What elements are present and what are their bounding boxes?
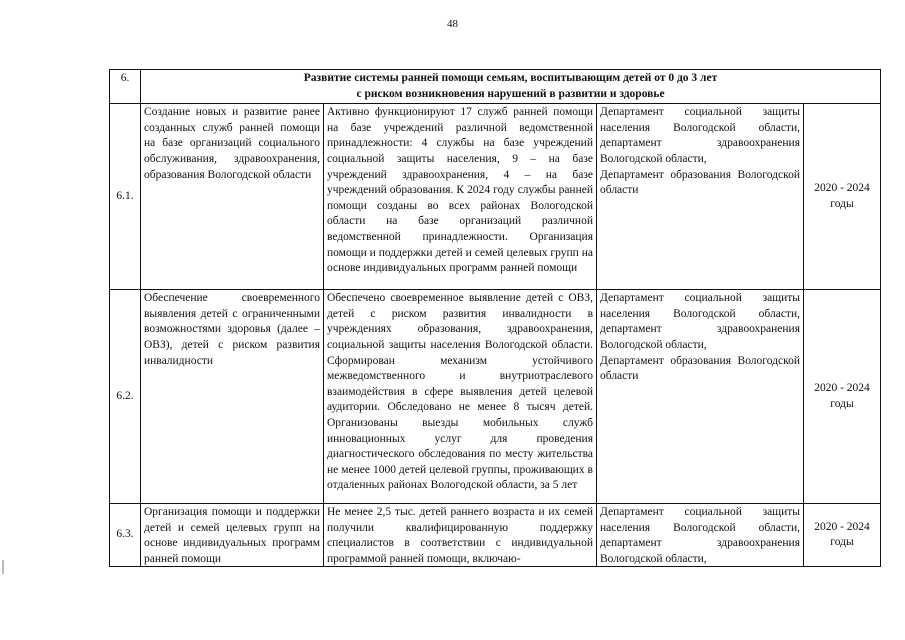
scan-edge-mark: [2, 560, 4, 574]
table-row: [110, 290, 881, 504]
row-responsible: [597, 504, 804, 567]
section-title-line2: с риском возникновения нарушений в развитии и здоровье: [356, 87, 665, 100]
section-title: [141, 70, 881, 104]
row-period: 2020 - 2024 годы: [804, 104, 881, 290]
row-number: 6.1.: [110, 104, 141, 290]
row-result: Активно функционируют 17 служб ранней помощи на базе учреждений различной ведомственной принадлежности: 4 службы на базе учреждений социальной защиты населения, 9 – на базе учреждений здравоохранения, 4 – на базе учреждений образования. К 2024 году службы ранней помощи созданы во всех районах Вологодской области на базе организаций различной ведомственной принадлежности. Организация помощи и поддержки детей и семей целевых групп на основе индивидуальных программ ранней помощи: [324, 104, 597, 290]
responsible-primary: Департамент социальной защиты населения Вологодской области, департамент здравоохранения Вологодской области,: [600, 106, 800, 165]
section-header-row: [110, 70, 881, 104]
row-event: Обеспечение своевременного выявления детей с ограниченными возможностями здоровья (далее – ОВЗ), детей с риском развития инвалидности: [141, 290, 324, 504]
row-number: 6.3.: [110, 504, 141, 567]
responsible-primary: Департамент социальной защиты населения Вологодской области, департамент здравоохранения Вологодской области,: [600, 292, 800, 351]
measures-table: [109, 69, 881, 567]
row-result: Обеспечено своевременное выявление детей с ОВЗ, детей с риском развития инвалидности в учреждениях образования, здравоохранения, социальной защиты населения Вологодской области. Сформирован механизм устойчивого межведомственного и внутриотраслевого взаимодействия в сфере выявления детей целевой аудитории. Обследовано не менее 8 тысяч детей. Организованы выезды мобильных служб инновационных услуг для проведения диагностического обследования по месту жительства не менее 1000 детей целевой группы, проживающих в отдаленных районах Вологодской области, за 5 лет: [324, 290, 597, 504]
responsible-secondary: Департамент образования Вологодской области: [600, 354, 800, 383]
row-result: [324, 504, 597, 567]
section-title-line1: Развитие системы ранней помощи семьям, воспитывающим детей от 0 до 3 лет: [303, 72, 718, 84]
row-event: Создание новых и развитие ранее созданных служб ранней помощи на базе организаций социального обслуживания, здравоохранения, образования Вологодской области: [141, 104, 324, 290]
row-period: 2020 - 2024 годы: [804, 290, 881, 504]
page-number: 48: [447, 18, 458, 30]
row-event: [141, 504, 324, 567]
table-row: [110, 504, 881, 567]
section-number: 6.: [110, 70, 141, 104]
row-number: 6.2.: [110, 290, 141, 504]
responsible-primary: Департамент социальной защиты населения Вологодской области, департамент здравоохранения Вологодской области,: [600, 506, 800, 565]
table-row: [110, 104, 881, 290]
responsible-secondary: Департамент образования Вологодской области: [600, 168, 800, 197]
row-period: 2020 - 2024 годы: [804, 504, 881, 567]
row-responsible: [597, 104, 804, 290]
row-event-text: Организация помощи и поддержки детей и семей целевых групп на основе индивидуальных программ ранней помощи: [144, 506, 320, 565]
row-result-text: Не менее 2,5 тыс. детей раннего возраста и их семей получили квалифицированную поддержку специалистов в соответствии с индивидуальной программой ранней помощи, включаю-: [327, 506, 593, 565]
row-responsible: [597, 290, 804, 504]
